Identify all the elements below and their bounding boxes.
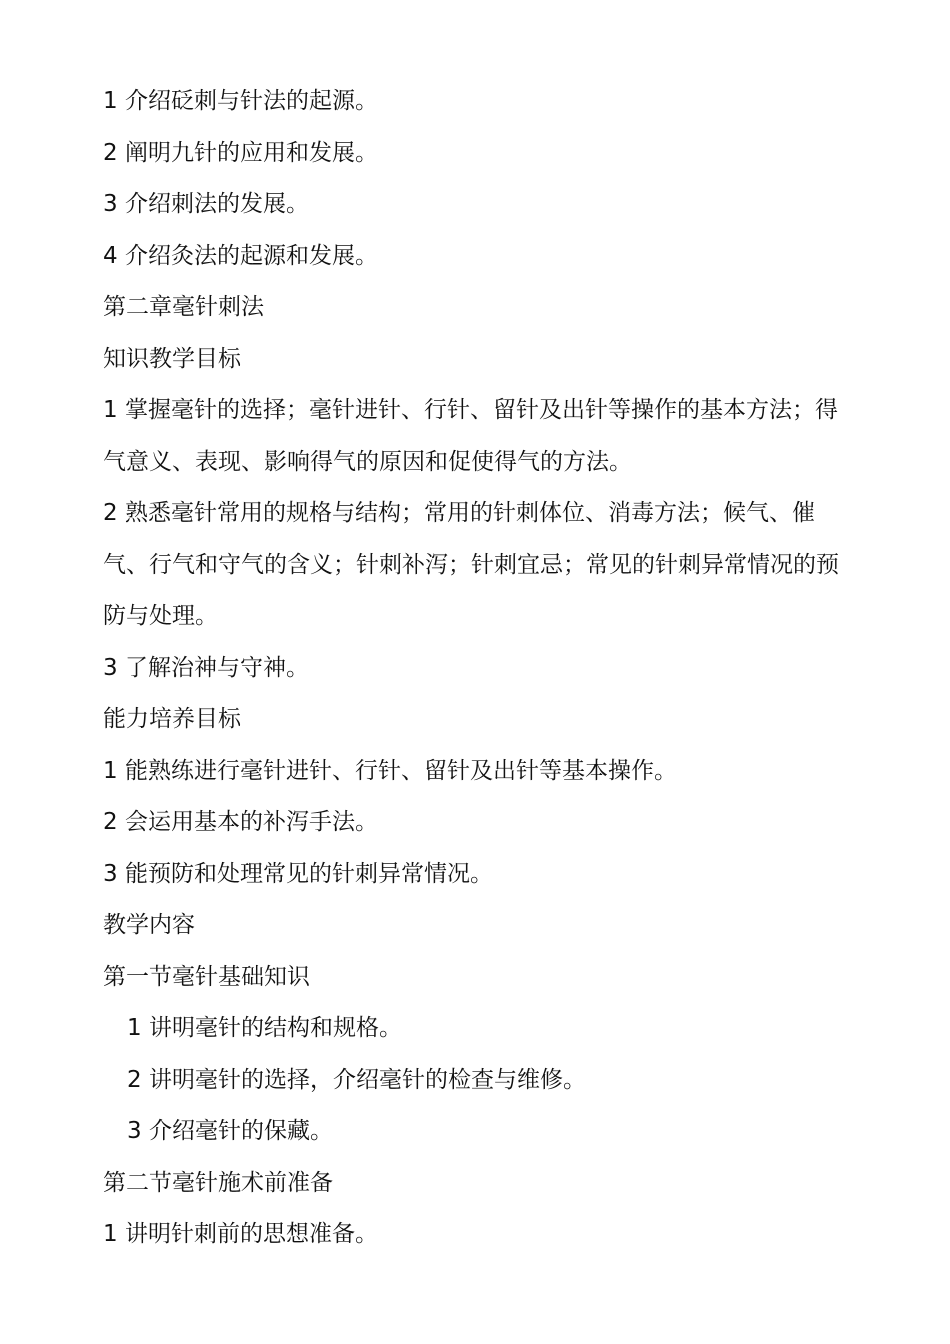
text-line-16: 3 能预防和处理常见的针刺异常情况。	[103, 861, 493, 887]
text-line-23: 1 讲明针刺前的思想准备。	[103, 1221, 378, 1247]
text-line-3: 3 介绍刺法的发展。	[103, 191, 309, 217]
section-heading-ability: 能力培养目标	[103, 706, 241, 732]
subsection-heading-1: 第一节毫针基础知识	[103, 964, 310, 990]
text-line-2: 2 阐明九针的应用和发展。	[103, 140, 378, 166]
text-line-21: 3 介绍毫针的保藏。	[127, 1118, 333, 1144]
text-line-4: 4 介绍灸法的起源和发展。	[103, 243, 378, 269]
chapter-heading: 第二章毫针刺法	[103, 294, 264, 320]
text-line-9: 2 熟悉毫针常用的规格与结构；常用的针刺体位、消毒方法；候气、催	[103, 500, 815, 526]
text-line-11: 防与处理。	[103, 603, 218, 629]
text-line-20: 2 讲明毫针的选择，介绍毫针的检查与维修。	[127, 1067, 586, 1093]
subsection-heading-2: 第二节毫针施术前准备	[103, 1170, 333, 1196]
text-line-12: 3 了解治神与守神。	[103, 655, 309, 681]
text-line-10: 气、行气和守气的含义；针刺补泻；针刺宜忌；常见的针刺异常情况的预	[103, 552, 839, 578]
text-line-1: 1 介绍砭刺与针法的起源。	[103, 88, 378, 114]
text-line-7: 1 掌握毫针的选择；毫针进针、行针、留针及出针等操作的基本方法；得	[103, 397, 838, 423]
text-line-8: 气意义、表现、影响得气的原因和促使得气的方法。	[103, 449, 632, 475]
section-heading-content: 教学内容	[103, 912, 195, 938]
text-line-15: 2 会运用基本的补泻手法。	[103, 809, 378, 835]
text-line-19: 1 讲明毫针的结构和规格。	[127, 1015, 402, 1041]
text-line-14: 1 能熟练进行毫针进针、行针、留针及出针等基本操作。	[103, 758, 677, 784]
section-heading-knowledge: 知识教学目标	[103, 346, 241, 372]
